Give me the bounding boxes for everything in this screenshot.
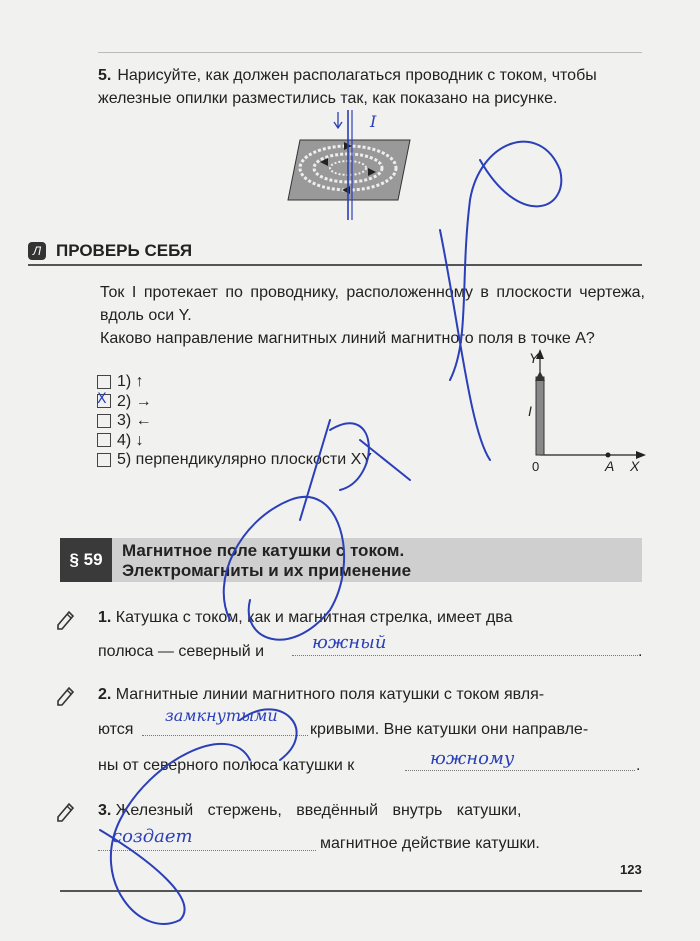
axis-point-label: A: [605, 458, 615, 474]
axis-origin-label: 0: [532, 459, 540, 474]
option-4[interactable]: [97, 431, 372, 451]
question-5-number: 5.: [98, 67, 112, 84]
task-3-line-2: магнитное действие катушки.: [320, 835, 540, 852]
option-label: 5) перпендикулярно плоскости XY: [117, 451, 372, 468]
option-label: 2) →: [117, 392, 152, 410]
handwritten-answer-1: южный: [312, 632, 387, 653]
task-1-end: .: [638, 643, 643, 660]
handwritten-answer-2b: южному: [430, 748, 515, 769]
check-icon: Л: [28, 242, 46, 260]
task-3: [98, 799, 644, 822]
answer-line[interactable]: [142, 735, 308, 736]
option-label: 3) ←: [117, 412, 152, 429]
handwritten-answer-3: создает: [112, 826, 193, 847]
header-rule: [28, 264, 642, 266]
check-question-line-2: Каково направление магнитных линий магнитного поля в точке A?: [100, 330, 595, 347]
task-1-number: 1.: [98, 609, 112, 626]
question-5-text: Нарисуйте, как должен располагаться проводник с током, чтобы железные опилки разместились так, как показано на рисунке.: [98, 67, 597, 107]
option-label: 1) ↑: [117, 373, 144, 390]
pencil-icon: [55, 800, 77, 822]
option-label: 4) ↓: [117, 431, 144, 449]
check-question-line-1: Ток I протекает по проводнику, расположенному в плоскости чертежа, вдоль оси Y.: [100, 284, 645, 324]
pencil-icon: [55, 684, 77, 706]
axis-y-label: Y: [529, 350, 539, 366]
page-number: 123: [620, 862, 642, 877]
axis-current-label: I: [528, 403, 532, 419]
pencil-icon: [55, 608, 77, 630]
top-rule: [98, 52, 642, 53]
answer-line[interactable]: [405, 770, 635, 771]
task-2-line-2b: кривыми. Вне катушки они направле-: [310, 721, 589, 738]
bleed-through: [470, 225, 474, 240]
question-5: [98, 64, 643, 110]
task-2-line-3: ны от северного полюса катушки к: [98, 757, 355, 774]
option-2[interactable]: [97, 392, 372, 412]
task-1-line-1: Катушка с током, как и магнитная стрелка, имеет два: [115, 609, 513, 626]
option-checkbox[interactable]: [97, 433, 111, 447]
option-checkbox-checked[interactable]: [97, 391, 111, 408]
option-1[interactable]: [97, 372, 372, 392]
check-yourself-title: ПРОВЕРЬ СЕБЯ: [56, 241, 193, 260]
check-mark: X: [97, 391, 107, 408]
option-5[interactable]: [97, 450, 372, 470]
handwritten-answer-2: замкнутыми: [165, 706, 278, 725]
option-checkbox[interactable]: [97, 453, 111, 467]
task-3-number: 3.: [98, 802, 112, 819]
task-2-line-2a: ются: [98, 721, 134, 738]
option-checkbox[interactable]: [97, 414, 111, 428]
bottom-rule: [60, 890, 642, 892]
section-number: § 59: [60, 538, 112, 582]
task-1-line-2: полюса — северный и: [98, 643, 265, 660]
option-checkbox[interactable]: [97, 375, 111, 389]
task-2: [98, 683, 644, 706]
answer-line[interactable]: [292, 655, 638, 656]
answer-options: [97, 372, 372, 470]
task-3-line-1: Железный стержень, введённый внутрь катушки,: [115, 802, 522, 819]
section-title-line-2: Электромагниты и их применение: [122, 561, 412, 580]
handwritten-current-label: I: [370, 112, 377, 131]
section-title: [122, 541, 411, 581]
section-title-line-1: Магнитное поле катушки с током.: [122, 541, 405, 560]
task-2-number: 2.: [98, 686, 112, 703]
axis-x-label: X: [630, 458, 640, 474]
answer-line[interactable]: [98, 850, 316, 851]
option-3[interactable]: [97, 411, 372, 431]
task-2-end: .: [636, 757, 641, 774]
check-yourself-header: [28, 240, 642, 264]
iron-filings-figure: [280, 110, 420, 220]
check-question: [100, 281, 645, 350]
task-2-line-1: Магнитные линии магнитного поля катушки с током явля-: [115, 686, 545, 703]
